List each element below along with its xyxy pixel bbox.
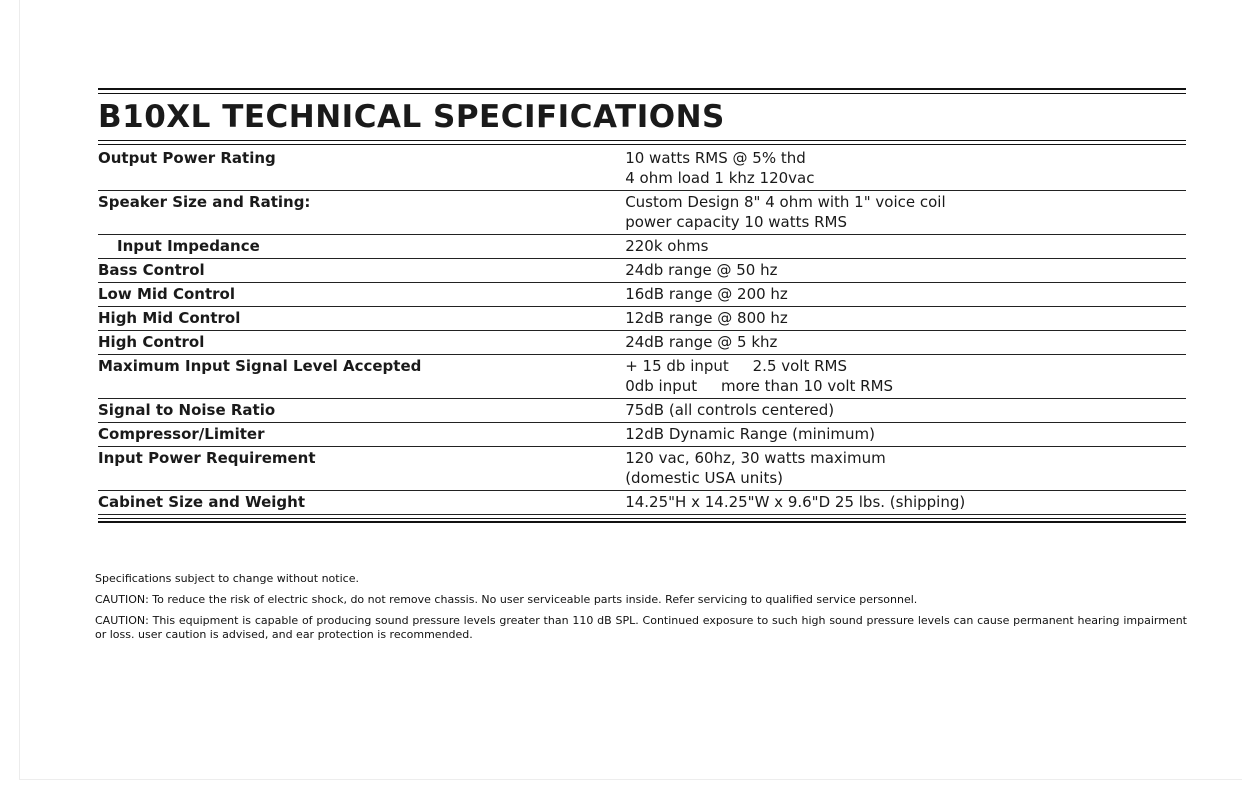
spec-value — [625, 235, 1186, 259]
spec-value-line: 12dB Dynamic Range (minimum) — [625, 425, 875, 443]
spec-row — [98, 235, 1186, 259]
spec-label: Cabinet Size and Weight — [98, 491, 625, 515]
top-rule — [98, 88, 1186, 94]
title-rule — [98, 140, 1186, 145]
spec-label: High Mid Control — [98, 307, 625, 331]
notes — [95, 572, 1187, 649]
spec-row — [98, 331, 1186, 355]
page-edge — [19, 0, 20, 780]
spec-value-line: 14.25"H x 14.25"W x 9.6"D 25 lbs. (shipping) — [625, 493, 966, 511]
spec-value — [625, 331, 1186, 355]
bottom-rule — [98, 518, 1186, 523]
spec-row — [98, 399, 1186, 423]
spec-value — [625, 423, 1186, 447]
spec-label: Output Power Rating — [98, 147, 625, 191]
spec-value-line: power capacity 10 watts RMS — [625, 213, 847, 231]
note-caution-spl: CAUTION: This equipment is capable of producing sound pressure levels greater than 110 dB SPL. Continued exposure to such high sound pressure levels can cause permanent hearing impairment or loss. user caution is advised, and ear protection is recommended. — [95, 614, 1187, 641]
spec-value — [625, 399, 1186, 423]
spec-row — [98, 423, 1186, 447]
spec-value-line: 24db range @ 50 hz — [625, 261, 778, 279]
spec-value — [625, 447, 1186, 491]
spec-value-line: 24dB range @ 5 khz — [625, 333, 778, 351]
spec-value-line: 0db input more than 10 volt RMS — [625, 377, 894, 395]
spec-label: Input Power Requirement — [98, 447, 625, 491]
spec-table — [98, 147, 1186, 515]
spec-value — [625, 147, 1186, 191]
spec-row — [98, 491, 1186, 515]
spec-value-line: Custom Design 8" 4 ohm with 1" voice coil — [625, 193, 946, 211]
spec-row — [98, 447, 1186, 491]
spec-label: Speaker Size and Rating: — [98, 191, 625, 235]
spec-row — [98, 191, 1186, 235]
spec-value-line: 120 vac, 60hz, 30 watts maximum — [625, 449, 886, 467]
spec-label: Input Impedance — [98, 235, 625, 259]
spec-value — [625, 283, 1186, 307]
spec-value-line: 16dB range @ 200 hz — [625, 285, 788, 303]
spec-value-line: + 15 db input 2.5 volt RMS — [625, 357, 848, 375]
note-caution-shock: CAUTION: To reduce the risk of electric shock, do not remove chassis. No user serviceable parts inside. Refer servicing to qualified service personnel. — [95, 593, 918, 606]
spec-value-line: 75dB (all controls centered) — [625, 401, 835, 419]
spec-label: Compressor/Limiter — [98, 423, 625, 447]
spec-sheet — [98, 88, 1186, 523]
spec-row — [98, 355, 1186, 399]
spec-label: Maximum Input Signal Level Accepted — [98, 355, 625, 399]
spec-value — [625, 191, 1186, 235]
spec-value — [625, 491, 1186, 515]
note-disclaimer: Specifications subject to change without notice. — [95, 572, 359, 585]
page-title: B10XL TECHNICAL SPECIFICATIONS — [98, 99, 725, 135]
spec-row — [98, 259, 1186, 283]
page-bottom-edge — [19, 779, 1242, 780]
spec-row — [98, 147, 1186, 191]
spec-row — [98, 307, 1186, 331]
spec-value-line: (domestic USA units) — [625, 469, 784, 487]
spec-value — [625, 259, 1186, 283]
spec-value-line: 4 ohm load 1 khz 120vac — [625, 169, 815, 187]
spec-value-line: 220k ohms — [625, 237, 709, 255]
spec-label: High Control — [98, 331, 625, 355]
spec-value — [625, 307, 1186, 331]
spec-row — [98, 283, 1186, 307]
spec-label: Signal to Noise Ratio — [98, 399, 625, 423]
spec-label: Bass Control — [98, 259, 625, 283]
spec-label: Low Mid Control — [98, 283, 625, 307]
spec-value-line: 12dB range @ 800 hz — [625, 309, 788, 327]
spec-value — [625, 355, 1186, 399]
spec-value-line: 10 watts RMS @ 5% thd — [625, 149, 806, 167]
